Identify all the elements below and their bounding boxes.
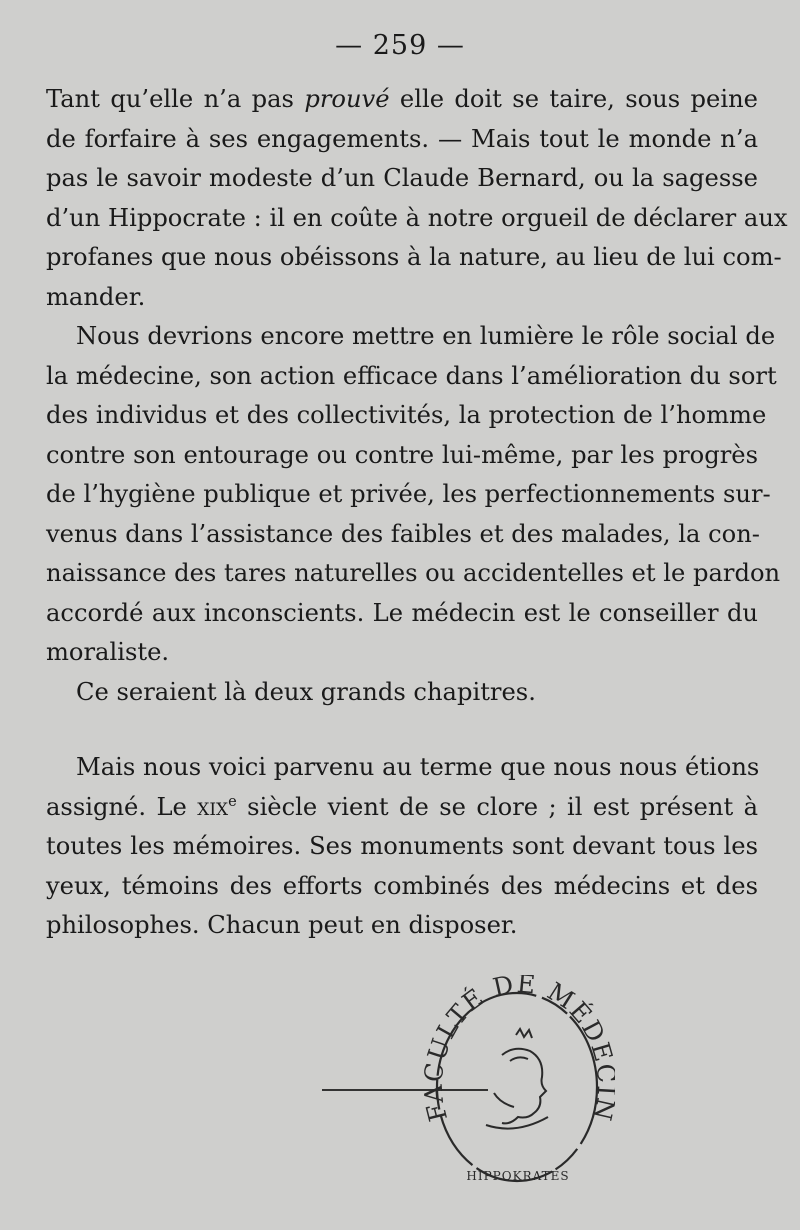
stamp-seal-icon — [420, 975, 615, 1195]
text-line: Nous devrions encore mettre en lumière le rôle social de — [76, 322, 776, 350]
text-line: venus dans l’assistance des faibles et des malades, la con- — [46, 519, 760, 548]
text-line: contre son entourage ou contre lui-même, par les progrès — [46, 440, 758, 469]
text-line: assigné. Le xix$^e$ siècle vient de se clore ; il est présent à — [46, 792, 758, 821]
superscript: e — [228, 793, 237, 810]
text-line: de forfaire à ses engagements. — Mais tout le monde n’a — [46, 124, 758, 153]
text-line: Tant qu’elle n’a pas prouvé elle doit se taire, sous peine — [46, 85, 758, 113]
text-line: mander. — [46, 282, 146, 311]
text-line: pas le savoir modeste d’un Claude Bernard, ou la sagesse — [46, 164, 758, 192]
text-line: des individus et des collectivités, la protection de l’homme — [46, 401, 767, 429]
text-line: naissance des tares naturelles ou accidentelles et le pardon — [46, 559, 781, 587]
text-line: la médecine, son action efficace dans l’amélioration du sort — [46, 361, 777, 390]
svg-text:HIPPOKRATES: HIPPOKRATES — [466, 1169, 570, 1183]
emphasis: prouvé — [304, 85, 390, 113]
library-stamp — [420, 975, 615, 1195]
text-line: Mais nous voici parvenu au terme que nous nous étions — [76, 753, 760, 781]
body-text — [46, 80, 788, 946]
page-number: — 259 — — [335, 30, 465, 61]
text-line: accordé aux inconscients. Le médecin est le conseiller du — [46, 598, 758, 627]
text-line: Ce seraient là deux grands chapitres. — [76, 677, 536, 706]
text-line: d’un Hippocrate : il en coûte à notre orgueil de déclarer aux — [46, 203, 788, 232]
text-line: toutes les mémoires. Ses monuments sont devant tous les — [46, 832, 758, 860]
text-line: de l’hygiène publique et privée, les perfectionnements sur- — [46, 480, 771, 508]
text-line: yeux, témoins des efforts combinés des médecins et des — [46, 871, 758, 900]
small-caps: xix — [197, 792, 229, 821]
paragraph-gap — [46, 712, 758, 748]
text-line: philosophes. Chacun peut en disposer. — [46, 911, 518, 939]
text-line: profanes que nous obéissons à la nature, au lieu de lui com- — [46, 243, 782, 271]
svg-text:FACULTÉ DE MÉDECINE DE PARIS: FACULTÉ DE MÉD — [420, 975, 612, 1125]
text-line: moraliste. — [46, 638, 170, 666]
